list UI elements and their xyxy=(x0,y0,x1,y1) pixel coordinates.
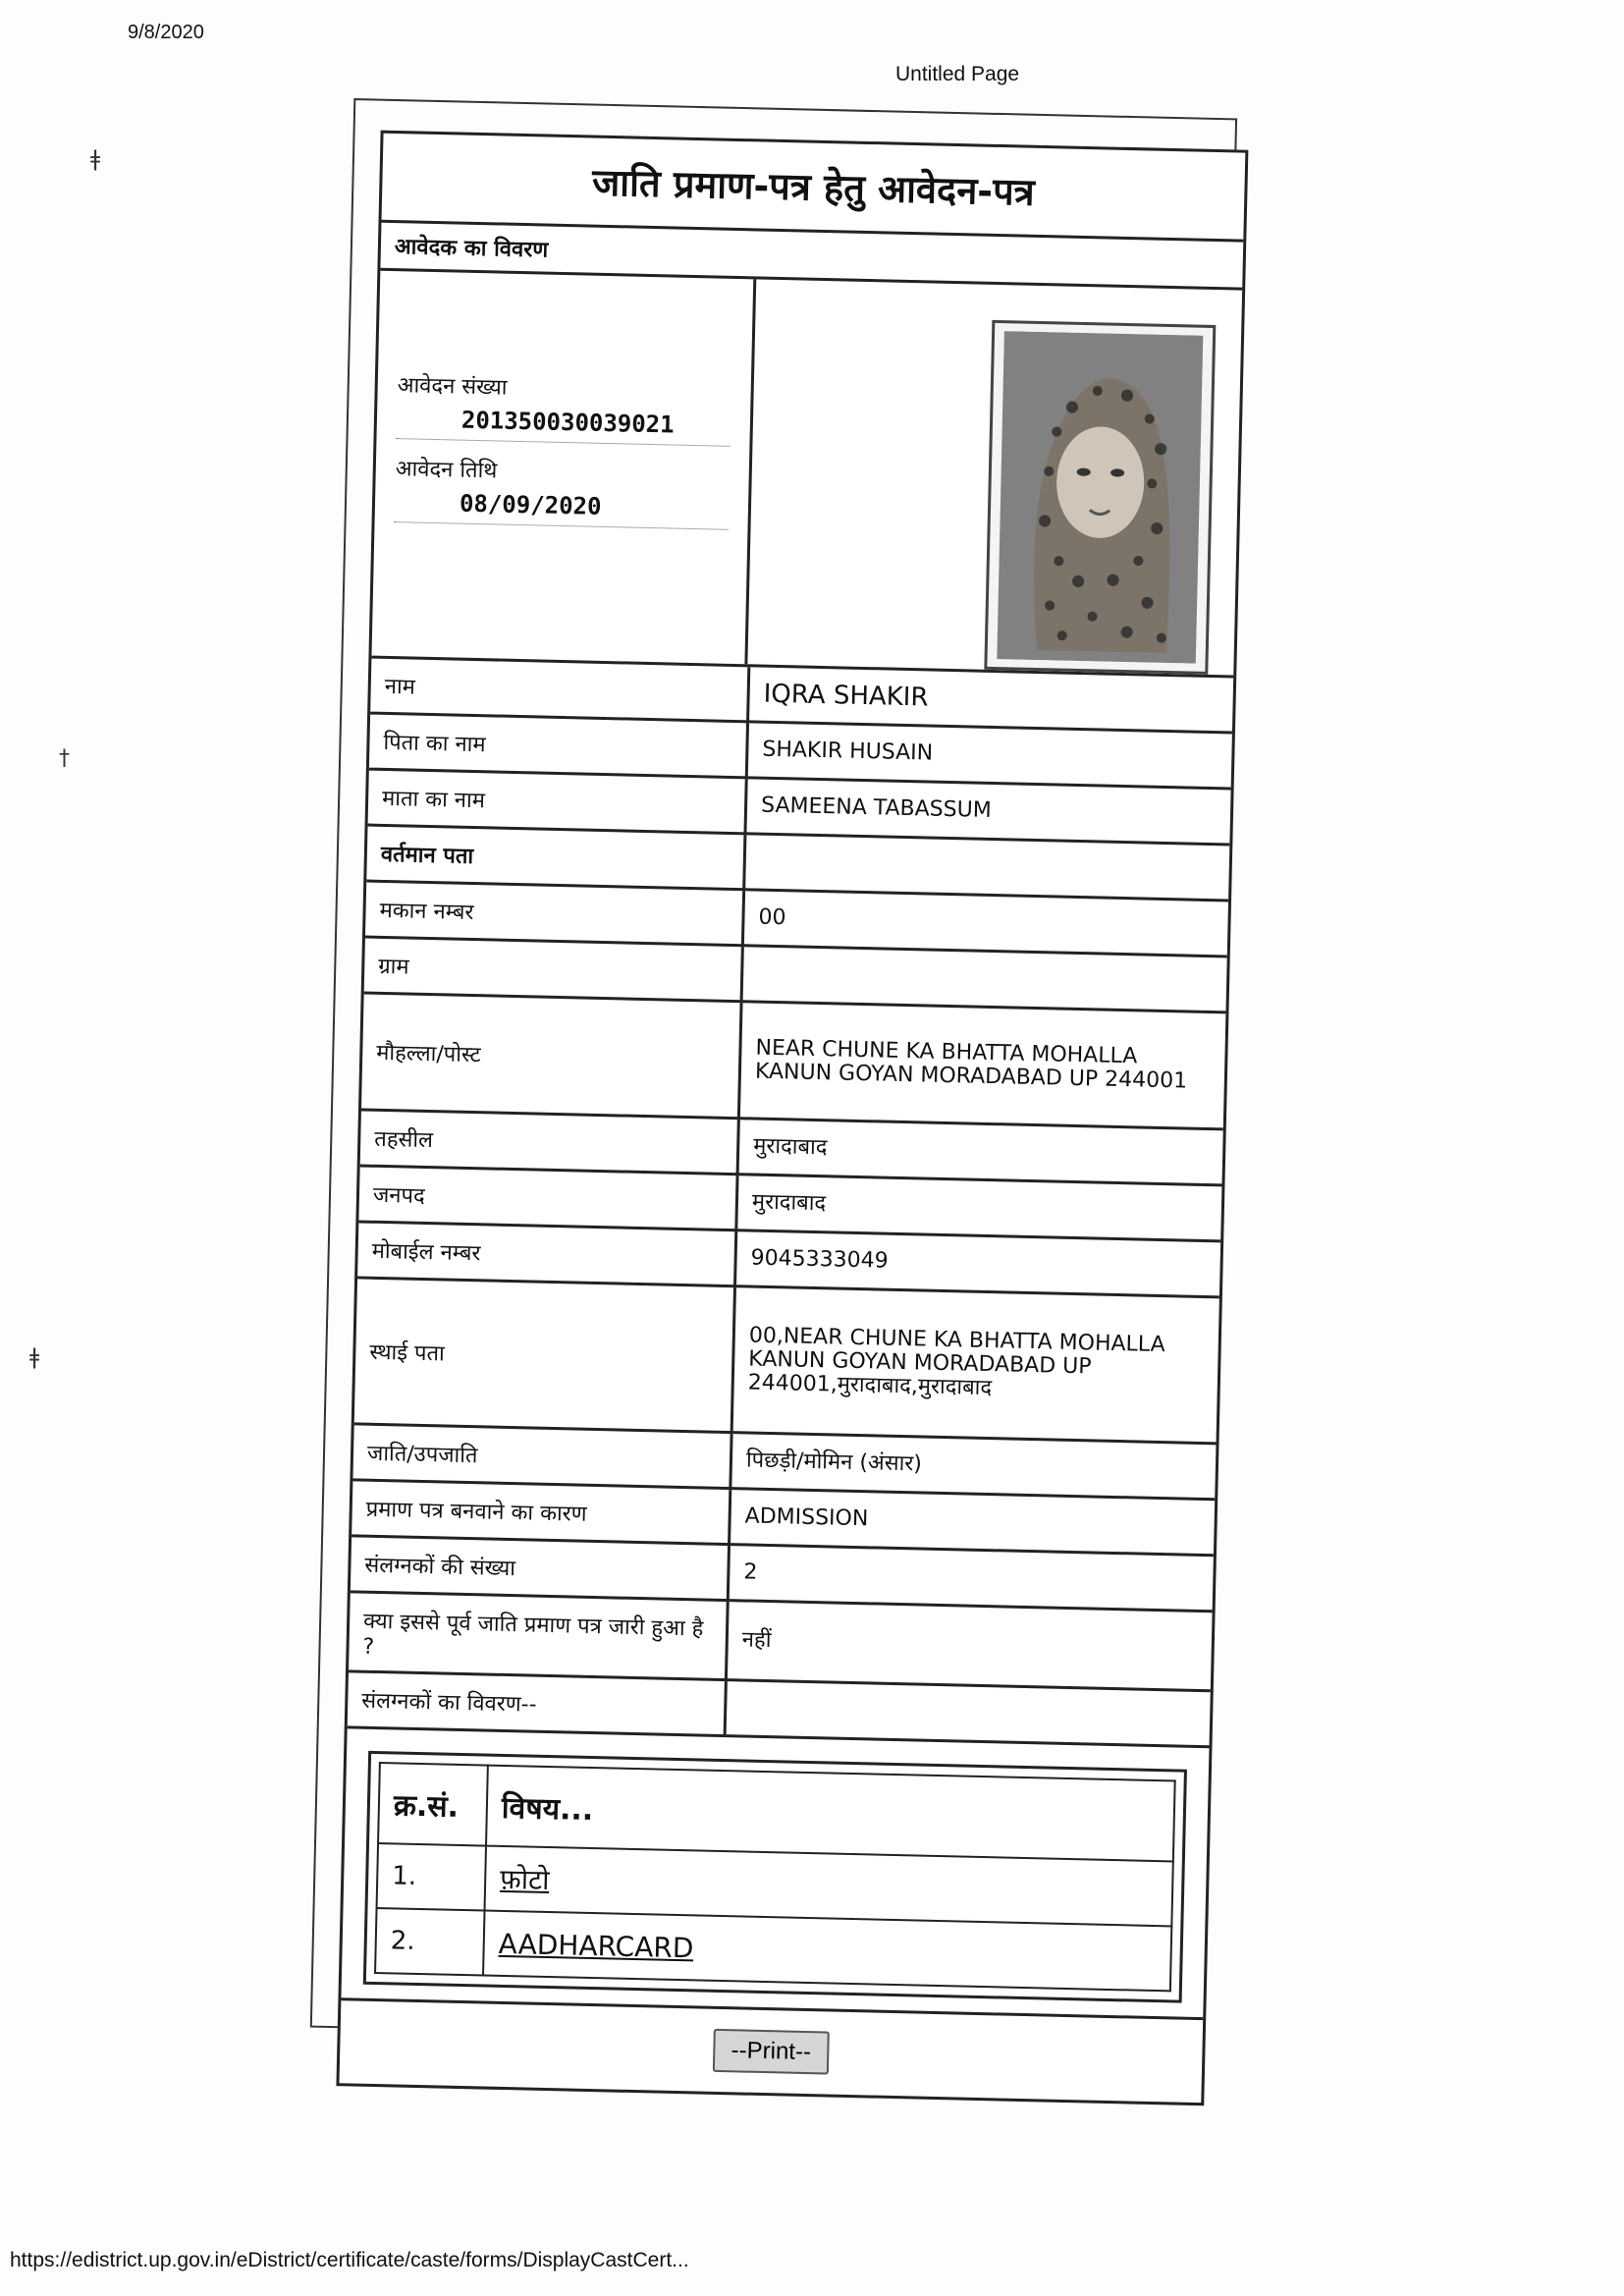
permanent-address-value: 00,NEAR CHUNE KA BHATTA MOHALLA KANUN GOYAN MORADABAD UP 244001,मुरादाबाद,मुरादाबाद xyxy=(731,1286,1219,1444)
print-page-title: Untitled Page xyxy=(895,63,1020,85)
table-row xyxy=(354,1278,1219,1444)
locality-post-value: NEAR CHUNE KA BHATTA MOHALLA KANUN GOYAN MORADABAD UP 244001 xyxy=(738,1002,1225,1129)
tehsil-label: तहसील xyxy=(360,1110,739,1175)
page-url: https://edistrict.up.gov.in/eDistrict/certificate/caste/forms/DisplayCastCert... xyxy=(10,2249,689,2271)
mother-name-label: माता का नाम xyxy=(368,769,747,834)
certificate-reason-value: ADMISSION xyxy=(730,1489,1216,1556)
caste-certificate-application-form xyxy=(336,131,1248,2106)
scan-mark: ǂ xyxy=(90,147,101,172)
tehsil-value: मुरादाबाद xyxy=(737,1119,1223,1185)
father-name-label: पिता का नाम xyxy=(369,713,748,778)
print-date: 9/8/2020 xyxy=(128,22,204,43)
scanned-page-frame xyxy=(310,98,1237,2066)
name-label: नाम xyxy=(370,659,749,722)
attachment-count-label: संलग्नकों की संख्या xyxy=(351,1536,730,1601)
father-name-value: SHAKIR HUSAIN xyxy=(746,722,1232,789)
scan-mark: ǂ xyxy=(29,1345,40,1370)
current-address-label: वर्तमान पता xyxy=(366,825,745,890)
attachment-details-label: संलग्नकों का विवरण-- xyxy=(348,1671,727,1736)
caste-subcaste-value: पिछड़ी/मोमिन (अंसार) xyxy=(731,1433,1217,1500)
application-number: 201350030039021 xyxy=(396,405,731,447)
applicant-details-heading: आवेदक का विवरण xyxy=(380,223,1243,291)
serial-number-header: क्र.सं. xyxy=(378,1763,488,1845)
table-row xyxy=(361,993,1225,1129)
scan-mark: † xyxy=(59,746,70,771)
mobile-number-value: 9045333049 xyxy=(735,1230,1221,1297)
certificate-reason-label: प्रमाण पत्र बनवाने का कारण xyxy=(352,1480,731,1545)
form-heading: जाति प्रमाण-पत्र हेतु आवेदन-पत्र xyxy=(381,134,1245,243)
previous-certificate-label: क्या इससे पूर्व जाति प्रमाण पत्र जारी हुआ है ? xyxy=(349,1592,728,1680)
print-button[interactable]: --Print-- xyxy=(713,2029,829,2075)
photo-attachment-link[interactable]: फ़ोटो xyxy=(499,1862,550,1897)
aadhar-attachment-link[interactable]: AADHARCARD xyxy=(498,1927,694,1964)
attachment-details-value xyxy=(725,1680,1211,1747)
district-value: मुरादाबाद xyxy=(736,1175,1222,1241)
mother-name-value: SAMEENA TABASSUM xyxy=(745,778,1231,845)
attachments-table xyxy=(374,1762,1176,1992)
application-summary xyxy=(371,271,1242,679)
caste-subcaste-label: जाति/उपजाति xyxy=(352,1424,731,1489)
applicant-details-table xyxy=(348,659,1234,1749)
house-number-label: मकान नम्बर xyxy=(365,881,744,946)
attachments-box xyxy=(363,1751,1187,2003)
subject-header: विषय... xyxy=(486,1766,1175,1862)
village-label: ग्राम xyxy=(364,937,743,1002)
locality-post-label: मौहल्ला/पोस्ट xyxy=(361,993,741,1119)
attachment-count-value: 2 xyxy=(728,1545,1214,1612)
application-info xyxy=(371,271,756,665)
permanent-address-label: स्थाई पता xyxy=(354,1278,735,1433)
name-value: IQRA SHAKIR xyxy=(748,667,1234,733)
application-date: 08/09/2020 xyxy=(395,488,730,530)
print-row xyxy=(339,1997,1203,2103)
attachment-serial: 1. xyxy=(377,1843,486,1910)
attachment-serial: 2. xyxy=(375,1908,484,1975)
house-number-value: 00 xyxy=(742,890,1228,957)
mobile-number-label: मोबाईल नम्बर xyxy=(357,1222,736,1286)
previous-certificate-value: नहीं xyxy=(726,1601,1212,1691)
district-label: जनपद xyxy=(358,1166,737,1230)
applicant-photo xyxy=(984,320,1216,675)
application-date-label: आवेदन तिथि xyxy=(395,457,498,484)
photo-area xyxy=(747,279,1242,675)
applicant-photo-image xyxy=(996,331,1206,664)
application-number-label: आवेदन संख्या xyxy=(397,373,508,401)
